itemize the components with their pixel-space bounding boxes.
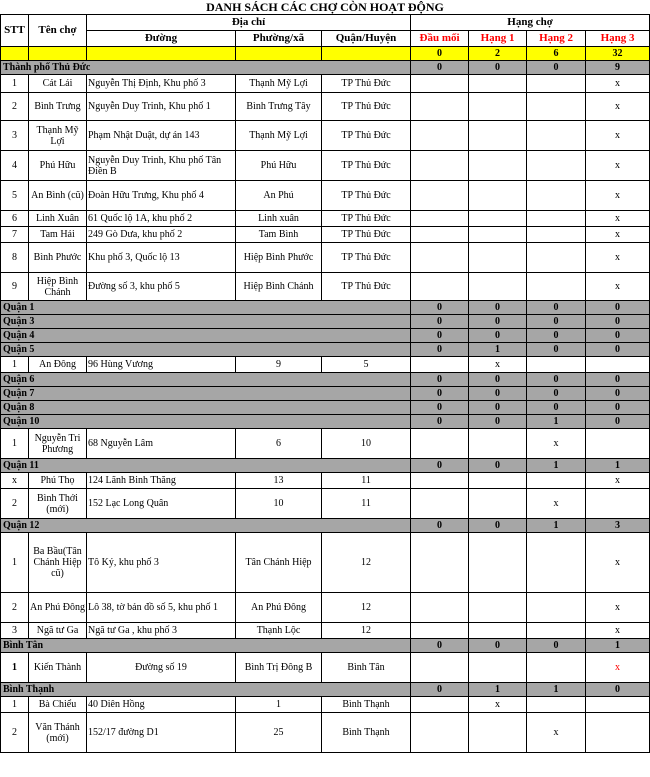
market-row xyxy=(1,243,650,273)
header-dia-chi: Địa chỉ xyxy=(87,15,411,31)
rank-mark: x xyxy=(586,273,650,301)
market-row xyxy=(1,697,650,713)
group-count: 0 xyxy=(586,301,650,315)
market-district: Bình Thạnh xyxy=(322,713,411,753)
market-name: Bà Chiểu xyxy=(29,697,87,713)
rank-mark xyxy=(469,273,527,301)
row-stt: 1 xyxy=(1,697,29,713)
group-count: 0 xyxy=(411,459,469,473)
market-ward: Bình Trị Đông B xyxy=(236,653,322,683)
group-row xyxy=(1,301,650,315)
group-count: 0 xyxy=(411,301,469,315)
group-count: 1 xyxy=(586,639,650,653)
market-ward: Phú Hữu xyxy=(236,151,322,181)
market-street: Phạm Nhật Duật, dự án 143 xyxy=(87,121,236,151)
totals-blank xyxy=(322,47,411,61)
rank-mark: x xyxy=(586,151,650,181)
rank-mark xyxy=(469,93,527,121)
market-street: 68 Nguyễn Lâm xyxy=(87,429,236,459)
rank-mark xyxy=(411,273,469,301)
market-district: TP Thủ Đức xyxy=(322,227,411,243)
market-street: 249 Gò Dưa, khu phố 2 xyxy=(87,227,236,243)
market-ward: Hiệp Bình Phước xyxy=(236,243,322,273)
market-row xyxy=(1,211,650,227)
market-row xyxy=(1,75,650,93)
market-name: An Bình (cũ) xyxy=(29,181,87,211)
rank-mark xyxy=(411,533,469,593)
group-name: Quận 12 xyxy=(1,519,411,533)
group-count: 9 xyxy=(586,61,650,75)
row-stt: 1 xyxy=(1,357,29,373)
rank-mark: x xyxy=(586,533,650,593)
market-district: TP Thủ Đức xyxy=(322,93,411,121)
market-name: An Phú Đông xyxy=(29,593,87,623)
rank-mark xyxy=(469,181,527,211)
rank-mark xyxy=(411,151,469,181)
header-row-2 xyxy=(1,31,650,47)
rank-mark xyxy=(411,697,469,713)
rank-mark xyxy=(411,489,469,519)
market-street: 40 Diên Hồng xyxy=(87,697,236,713)
market-row xyxy=(1,227,650,243)
rank-mark xyxy=(411,623,469,639)
total-hang1: 2 xyxy=(469,47,527,61)
market-street: Nguyễn Duy Trinh, Khu phố Tân Điền B xyxy=(87,151,236,181)
header-hang2: Hạng 2 xyxy=(527,31,586,47)
header-phuong: Phường/xã xyxy=(236,31,322,47)
totals-blank xyxy=(29,47,87,61)
row-stt: 3 xyxy=(1,121,29,151)
group-count: 0 xyxy=(527,329,586,343)
group-row xyxy=(1,61,650,75)
group-name: Quận 6 xyxy=(1,373,411,387)
market-district: 12 xyxy=(322,593,411,623)
row-stt: 3 xyxy=(1,623,29,639)
group-name: Quận 7 xyxy=(1,387,411,401)
market-name: Cát Lái xyxy=(29,75,87,93)
market-name: Ngã tư Ga xyxy=(29,623,87,639)
group-name: Quận 1 xyxy=(1,301,411,315)
market-street: Nguyễn Duy Trinh, Khu phố 1 xyxy=(87,93,236,121)
header-hang3: Hạng 3 xyxy=(586,31,650,47)
market-ward: Thạnh Lộc xyxy=(236,623,322,639)
market-row xyxy=(1,181,650,211)
group-name: Quận 10 xyxy=(1,415,411,429)
market-row xyxy=(1,357,650,373)
market-street: 152 Lạc Long Quân xyxy=(87,489,236,519)
header-row-1 xyxy=(1,15,650,31)
market-district: 11 xyxy=(322,489,411,519)
rank-mark xyxy=(411,357,469,373)
market-district: TP Thủ Đức xyxy=(322,151,411,181)
group-name: Quận 5 xyxy=(1,343,411,357)
row-stt: 1 xyxy=(1,429,29,459)
group-count: 0 xyxy=(586,373,650,387)
rank-mark xyxy=(469,429,527,459)
group-count: 0 xyxy=(411,343,469,357)
market-row xyxy=(1,653,650,683)
row-stt: 6 xyxy=(1,211,29,227)
row-stt: 2 xyxy=(1,489,29,519)
market-street: 152/17 đường D1 xyxy=(87,713,236,753)
group-count: 0 xyxy=(586,401,650,415)
market-name: Thạnh Mỹ Lợi xyxy=(29,121,87,151)
market-district: 12 xyxy=(322,623,411,639)
market-row xyxy=(1,533,650,593)
market-street: Khu phố 3, Quốc lộ 13 xyxy=(87,243,236,273)
market-row xyxy=(1,121,650,151)
rank-mark xyxy=(469,489,527,519)
group-count: 0 xyxy=(411,415,469,429)
market-name: Tam Hải xyxy=(29,227,87,243)
rank-mark xyxy=(469,75,527,93)
header-stt: STT xyxy=(1,15,29,47)
total-dau-moi: 0 xyxy=(411,47,469,61)
rank-mark xyxy=(469,121,527,151)
market-street: 61 Quốc lộ 1A, khu phố 2 xyxy=(87,211,236,227)
rank-mark xyxy=(527,623,586,639)
market-street: Đường số 19 xyxy=(87,653,236,683)
rank-mark xyxy=(411,473,469,489)
market-street: Đường số 3, khu phố 5 xyxy=(87,273,236,301)
header-duong: Đường xyxy=(87,31,236,47)
market-name: Kiến Thành xyxy=(29,653,87,683)
market-district: 12 xyxy=(322,533,411,593)
rank-mark: x xyxy=(586,653,650,683)
market-ward: 1 xyxy=(236,697,322,713)
market-ward: 6 xyxy=(236,429,322,459)
rank-mark xyxy=(411,75,469,93)
group-count: 0 xyxy=(411,315,469,329)
rank-mark xyxy=(586,429,650,459)
group-row xyxy=(1,519,650,533)
header-hang-cho: Hạng chợ xyxy=(411,15,650,31)
row-stt: 2 xyxy=(1,593,29,623)
group-name: Thành phố Thủ Đức xyxy=(1,61,411,75)
rank-mark: x xyxy=(527,489,586,519)
rank-mark: x xyxy=(586,75,650,93)
total-hang2: 6 xyxy=(527,47,586,61)
group-count: 0 xyxy=(469,373,527,387)
rank-mark xyxy=(411,181,469,211)
row-stt: 2 xyxy=(1,93,29,121)
market-row xyxy=(1,151,650,181)
rank-mark xyxy=(527,211,586,227)
market-ward: Thạnh Mỹ Lợi xyxy=(236,75,322,93)
market-district: Bình Tân xyxy=(322,653,411,683)
rank-mark: x xyxy=(586,623,650,639)
rank-mark: x xyxy=(527,429,586,459)
rank-mark: x xyxy=(586,243,650,273)
rank-mark: x xyxy=(527,713,586,753)
group-name: Quận 3 xyxy=(1,315,411,329)
market-name: Ba Bầu(Tân Chánh Hiệp cũ) xyxy=(29,533,87,593)
market-district: TP Thủ Đức xyxy=(322,211,411,227)
market-ward: 13 xyxy=(236,473,322,489)
market-district: TP Thủ Đức xyxy=(322,75,411,93)
rank-mark xyxy=(469,653,527,683)
rank-mark xyxy=(527,357,586,373)
group-count: 1 xyxy=(527,415,586,429)
market-street: Ngã tư Ga , khu phố 3 xyxy=(87,623,236,639)
group-count: 0 xyxy=(586,329,650,343)
group-count: 1 xyxy=(527,683,586,697)
market-street: Lô 38, tờ bản đồ số 5, khu phố 1 xyxy=(87,593,236,623)
group-count: 0 xyxy=(527,401,586,415)
rank-mark xyxy=(527,593,586,623)
group-name: Quận 11 xyxy=(1,459,411,473)
market-name: Bình Phước xyxy=(29,243,87,273)
group-count: 0 xyxy=(411,329,469,343)
header-hang1: Hạng 1 xyxy=(469,31,527,47)
market-name: Phú Hữu xyxy=(29,151,87,181)
group-count: 1 xyxy=(527,519,586,533)
market-district: TP Thủ Đức xyxy=(322,273,411,301)
rank-mark xyxy=(411,121,469,151)
group-count: 0 xyxy=(527,301,586,315)
group-count: 0 xyxy=(411,401,469,415)
group-count: 0 xyxy=(469,415,527,429)
rank-mark xyxy=(469,473,527,489)
market-street: 96 Hùng Vương xyxy=(87,357,236,373)
row-stt: 1 xyxy=(1,533,29,593)
header-quan: Quận/Huyện xyxy=(322,31,411,47)
group-row xyxy=(1,639,650,653)
rank-mark xyxy=(527,121,586,151)
group-count: 0 xyxy=(586,315,650,329)
market-row xyxy=(1,489,650,519)
group-count: 1 xyxy=(586,459,650,473)
rank-mark xyxy=(469,623,527,639)
market-ward: Bình Trưng Tây xyxy=(236,93,322,121)
market-table xyxy=(0,14,650,753)
group-count: 0 xyxy=(527,373,586,387)
group-row xyxy=(1,415,650,429)
market-ward: 9 xyxy=(236,357,322,373)
rank-mark xyxy=(527,75,586,93)
rank-mark: x xyxy=(586,473,650,489)
group-count: 0 xyxy=(411,387,469,401)
rank-mark xyxy=(469,593,527,623)
market-street: Đoàn Hữu Trưng, Khu phố 4 xyxy=(87,181,236,211)
market-ward: An Phú xyxy=(236,181,322,211)
market-row xyxy=(1,713,650,753)
group-row xyxy=(1,387,650,401)
market-ward: An Phú Đông xyxy=(236,593,322,623)
market-row xyxy=(1,623,650,639)
rank-mark: x xyxy=(586,211,650,227)
rank-mark xyxy=(586,489,650,519)
rank-mark xyxy=(469,243,527,273)
totals-row xyxy=(1,47,650,61)
market-name: Nguyễn Tri Phương xyxy=(29,429,87,459)
market-ward: Linh xuân xyxy=(236,211,322,227)
market-row xyxy=(1,473,650,489)
market-ward: Thạnh Mỹ Lợi xyxy=(236,121,322,151)
rank-mark xyxy=(527,243,586,273)
totals-blank xyxy=(87,47,236,61)
market-row xyxy=(1,429,650,459)
group-count: 0 xyxy=(469,401,527,415)
group-count: 0 xyxy=(586,387,650,401)
market-street: Tô Ký, khu phố 3 xyxy=(87,533,236,593)
group-count: 0 xyxy=(469,329,527,343)
market-street: Nguyễn Thị Định, Khu phố 3 xyxy=(87,75,236,93)
group-count: 0 xyxy=(469,459,527,473)
row-stt: 9 xyxy=(1,273,29,301)
rank-mark xyxy=(527,273,586,301)
row-stt: 1 xyxy=(1,653,29,683)
rank-mark xyxy=(411,211,469,227)
rank-mark xyxy=(527,181,586,211)
market-name: Văn Thánh (mới) xyxy=(29,713,87,753)
group-row xyxy=(1,459,650,473)
group-row xyxy=(1,683,650,697)
group-count: 0 xyxy=(527,315,586,329)
group-count: 0 xyxy=(469,519,527,533)
group-name: Bình Tân xyxy=(1,639,411,653)
group-count: 0 xyxy=(411,639,469,653)
rank-mark xyxy=(411,243,469,273)
rank-mark xyxy=(411,227,469,243)
group-count: 0 xyxy=(527,61,586,75)
group-count: 0 xyxy=(411,519,469,533)
market-district: TP Thủ Đức xyxy=(322,121,411,151)
market-row xyxy=(1,593,650,623)
rank-mark xyxy=(469,151,527,181)
row-stt: 7 xyxy=(1,227,29,243)
group-count: 0 xyxy=(469,639,527,653)
group-name: Quận 8 xyxy=(1,401,411,415)
rank-mark xyxy=(469,227,527,243)
rank-mark: x xyxy=(586,227,650,243)
market-district: 11 xyxy=(322,473,411,489)
rank-mark: x xyxy=(469,357,527,373)
group-row xyxy=(1,401,650,415)
group-count: 0 xyxy=(469,387,527,401)
row-stt: 1 xyxy=(1,75,29,93)
market-district: 10 xyxy=(322,429,411,459)
group-row xyxy=(1,343,650,357)
row-stt: x xyxy=(1,473,29,489)
group-count: 0 xyxy=(469,61,527,75)
group-count: 0 xyxy=(411,373,469,387)
page-title: DANH SÁCH CÁC CHỢ CÒN HOẠT ĐỘNG xyxy=(206,0,444,14)
rank-mark xyxy=(527,227,586,243)
rank-mark xyxy=(527,93,586,121)
rank-mark: x xyxy=(586,593,650,623)
group-count: 0 xyxy=(586,415,650,429)
market-street: 124 Lãnh Binh Thăng xyxy=(87,473,236,489)
group-count: 0 xyxy=(586,683,650,697)
market-name: An Đông xyxy=(29,357,87,373)
market-ward: Hiệp Bình Chánh xyxy=(236,273,322,301)
rank-mark xyxy=(586,357,650,373)
market-district: 5 xyxy=(322,357,411,373)
rank-mark xyxy=(586,697,650,713)
rank-mark: x xyxy=(469,697,527,713)
group-count: 0 xyxy=(527,639,586,653)
market-row xyxy=(1,93,650,121)
rank-mark xyxy=(411,593,469,623)
group-count: 0 xyxy=(527,343,586,357)
group-count: 0 xyxy=(527,387,586,401)
group-name: Bình Thạnh xyxy=(1,683,411,697)
market-district: TP Thủ Đức xyxy=(322,181,411,211)
rank-mark xyxy=(469,533,527,593)
rank-mark xyxy=(527,473,586,489)
group-row xyxy=(1,315,650,329)
group-count: 1 xyxy=(527,459,586,473)
group-row xyxy=(1,329,650,343)
rank-mark xyxy=(586,713,650,753)
rank-mark: x xyxy=(586,93,650,121)
group-count: 3 xyxy=(586,519,650,533)
group-count: 0 xyxy=(469,315,527,329)
group-count: 0 xyxy=(411,683,469,697)
market-ward: 10 xyxy=(236,489,322,519)
row-stt: 4 xyxy=(1,151,29,181)
header-dau-moi: Đầu mối xyxy=(411,31,469,47)
rank-mark: x xyxy=(586,121,650,151)
totals-blank xyxy=(236,47,322,61)
total-hang3: 32 xyxy=(586,47,650,61)
row-stt: 8 xyxy=(1,243,29,273)
market-row xyxy=(1,273,650,301)
market-ward: Tam Bình xyxy=(236,227,322,243)
rank-mark xyxy=(469,713,527,753)
group-count: 0 xyxy=(469,301,527,315)
market-ward: Tân Chánh Hiệp xyxy=(236,533,322,593)
market-name: Linh Xuân xyxy=(29,211,87,227)
rank-mark xyxy=(411,653,469,683)
totals-blank xyxy=(1,47,29,61)
group-count: 1 xyxy=(469,683,527,697)
market-name: Hiệp Bình Chánh xyxy=(29,273,87,301)
rank-mark xyxy=(469,211,527,227)
group-count: 0 xyxy=(586,343,650,357)
market-name: Bình Thới (mới) xyxy=(29,489,87,519)
market-ward: 25 xyxy=(236,713,322,753)
group-count: 0 xyxy=(411,61,469,75)
rank-mark xyxy=(527,653,586,683)
rank-mark xyxy=(411,713,469,753)
rank-mark xyxy=(411,93,469,121)
group-count: 1 xyxy=(469,343,527,357)
market-name: Phú Thọ xyxy=(29,473,87,489)
rank-mark xyxy=(411,429,469,459)
row-stt: 5 xyxy=(1,181,29,211)
rank-mark xyxy=(527,533,586,593)
header-ten-cho: Tên chợ xyxy=(29,15,87,47)
group-row xyxy=(1,373,650,387)
row-stt: 2 xyxy=(1,713,29,753)
rank-mark xyxy=(527,151,586,181)
market-district: TP Thủ Đức xyxy=(322,243,411,273)
group-name: Quận 4 xyxy=(1,329,411,343)
market-district: Bình Thạnh xyxy=(322,697,411,713)
rank-mark xyxy=(527,697,586,713)
market-name: Bình Trưng xyxy=(29,93,87,121)
rank-mark: x xyxy=(586,181,650,211)
